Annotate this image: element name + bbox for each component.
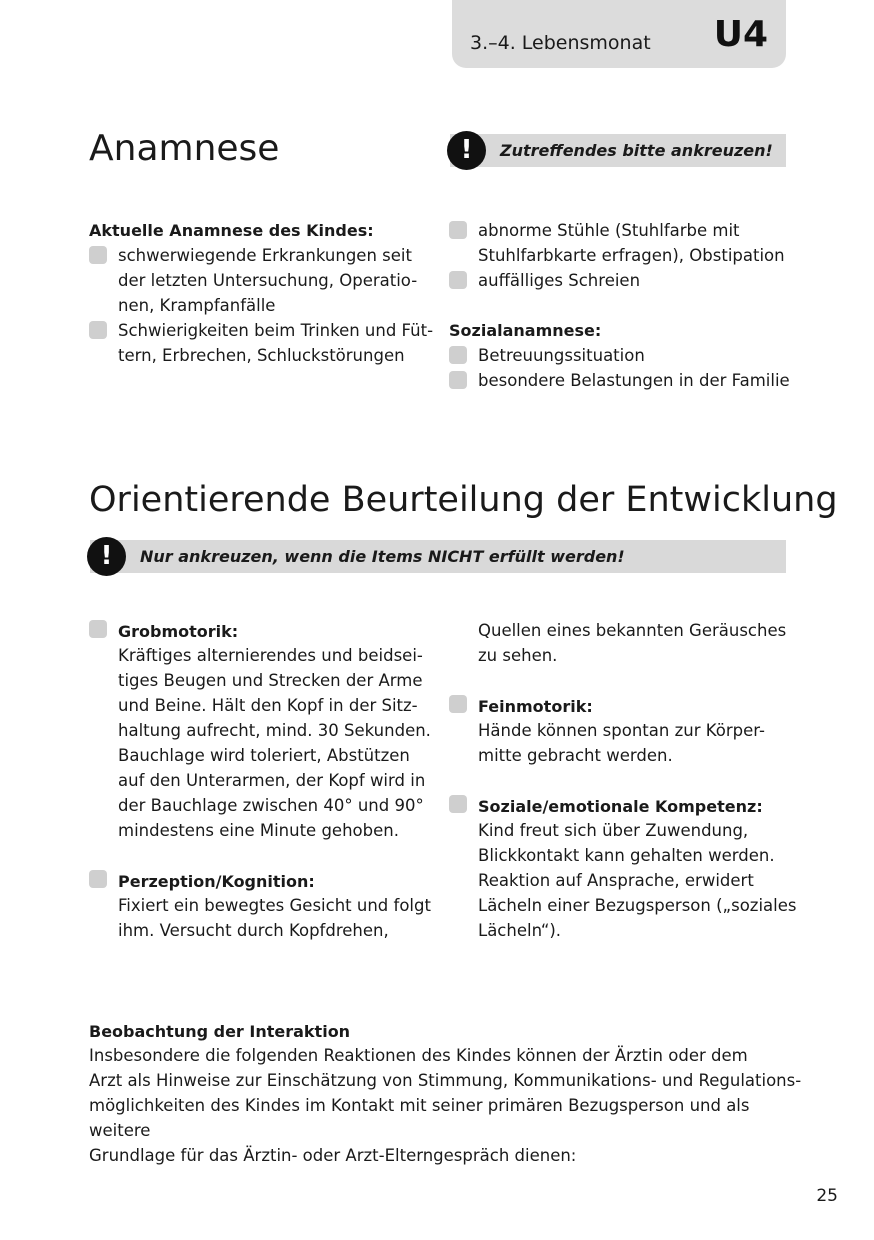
interaction-heading: Beobachtung der Interaktion <box>89 1022 351 1041</box>
checkbox-serious-illness[interactable] <box>89 246 107 264</box>
item-care-situation: Betreuungssituation <box>478 346 645 365</box>
anamnese-notice-text: Zutreffendes bitte ankreuzen! <box>500 141 773 160</box>
fine-motor-label: Feinmotorik: <box>478 697 593 716</box>
exclamation-icon: ! <box>87 537 126 576</box>
fine-motor-text: Hände können spontan zur Körper- mitte gebracht werden. <box>478 721 765 765</box>
anamnese-notice <box>450 134 786 167</box>
checkbox-feeding-difficulties[interactable] <box>89 321 107 339</box>
perception-cognition-text-continued: Quellen eines bekannten Geräusches zu sehen. <box>478 621 787 665</box>
current-anamnesis-heading: Aktuelle Anamnese des Kindes: <box>89 221 374 240</box>
item-abnormal-crying: auffälliges Schreien <box>478 271 641 290</box>
social-emotional-label: Soziale/emotionale Kompetenz: <box>478 797 763 816</box>
perception-cognition-text: Fixiert ein bewegtes Gesicht und folgt ihm. Versucht durch Kopfdrehen, <box>118 896 431 940</box>
item-family-burden: besondere Belastungen in der Familie <box>478 371 790 390</box>
gross-motor-text: Kräftiges alternierendes und beidsei- tiges Beugen und Strecken der Arme und Beine. Hält den Kopf in der Sitz- haltung aufrecht, mind. 30 Sekunden. Bauchlage wird toleriert, Abstützen auf den Unterarmen, der Kopf wird in der Bauchlage zwischen 40° und 90° mindestens eine Minute gehoben. <box>118 646 431 840</box>
development-notice <box>90 540 786 573</box>
checkbox-abnormal-crying[interactable] <box>449 271 467 289</box>
page-number: 25 <box>816 1186 838 1206</box>
checkbox-perception-cognition[interactable] <box>89 870 107 888</box>
interaction-text: Insbesondere die folgenden Reaktionen des Kindes können der Ärztin oder dem Arzt als Hinweise zur Einschätzung von Stimmung, Kommunikations- und Regulations- möglichkeiten des Kindes im Kontakt mit seiner primären Bezugsperson und als weitere Grundlage für das Ärztin- oder Arzt-Elterngespräch dienen: <box>89 1046 802 1165</box>
social-emotional-text: Kind freut sich über Zuwendung, Blickkontakt kann gehalten werden. Reaktion auf Ansprache, erwidert Lächeln einer Bezugsperson („soziales Lächeln“). <box>478 821 797 940</box>
item-abnormal-stool: abnorme Stühle (Stuhlfarbe mit Stuhlfarbkarte erfragen), Obstipation <box>478 221 785 265</box>
development-notice-text: Nur ankreuzen, wenn die Items NICHT erfüllt werden! <box>140 547 625 566</box>
checkbox-abnormal-stool[interactable] <box>449 221 467 239</box>
perception-cognition-label: Perzeption/Kognition: <box>118 872 315 891</box>
age-range-label: 3.–4. Lebensmonat <box>470 32 651 54</box>
header-tab <box>452 0 786 68</box>
item-serious-illness: schwerwiegende Erkrankungen seit der letzten Untersuchung, Operatio- nen, Krampfanfälle <box>118 246 418 315</box>
checkbox-gross-motor[interactable] <box>89 620 107 638</box>
exclamation-icon: ! <box>447 131 486 170</box>
checkbox-care-situation[interactable] <box>449 346 467 364</box>
checkbox-social-emotional[interactable] <box>449 795 467 813</box>
gross-motor-label: Grobmotorik: <box>118 622 239 641</box>
exam-code: U4 <box>713 14 768 55</box>
anamnese-title: Anamnese <box>89 128 280 169</box>
checkbox-family-burden[interactable] <box>449 371 467 389</box>
checkbox-fine-motor[interactable] <box>449 695 467 713</box>
development-title: Orientierende Beurteilung der Entwicklung <box>89 480 838 520</box>
social-anamnesis-heading: Sozialanamnese: <box>449 321 602 340</box>
item-feeding-difficulties: Schwierigkeiten beim Trinken und Füt- tern, Erbrechen, Schluckstörungen <box>118 321 434 365</box>
